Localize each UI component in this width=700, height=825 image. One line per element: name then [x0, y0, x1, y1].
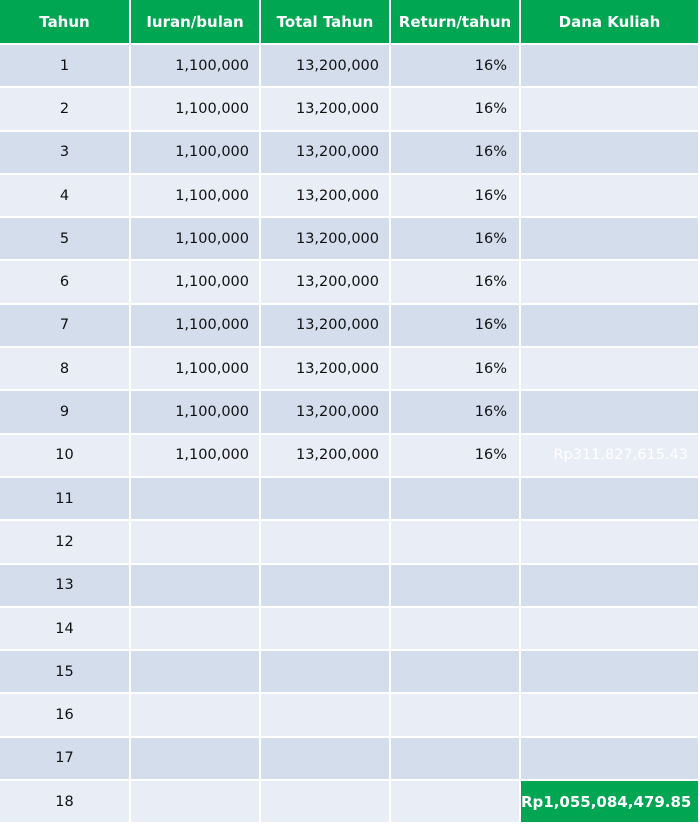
cell-total	[260, 520, 390, 563]
cell-total	[260, 477, 390, 520]
cell-total	[260, 693, 390, 736]
cell-dana	[520, 131, 698, 174]
cell-iuran: 1,100,000	[130, 174, 260, 217]
cell-iuran: 1,100,000	[130, 44, 260, 87]
cell-total: 13,200,000	[260, 260, 390, 303]
cell-iuran	[130, 737, 260, 780]
cell-total	[260, 607, 390, 650]
cell-iuran	[130, 650, 260, 693]
cell-iuran	[130, 564, 260, 607]
cell-dana	[520, 650, 698, 693]
table-row	[0, 737, 698, 780]
cell-dana	[520, 260, 698, 303]
cell-return	[390, 520, 520, 563]
cell-tahun: 18	[0, 780, 130, 823]
cell-return	[390, 607, 520, 650]
table-row	[0, 564, 698, 607]
cell-tahun: 7	[0, 304, 130, 347]
cell-return	[390, 693, 520, 736]
header-tahun: Tahun	[0, 0, 130, 44]
cell-tahun: 2	[0, 87, 130, 130]
cell-iuran: 1,100,000	[130, 434, 260, 477]
table-row	[0, 693, 698, 736]
cell-dana	[520, 390, 698, 433]
cell-total	[260, 780, 390, 823]
table-row	[0, 217, 698, 260]
cell-total: 13,200,000	[260, 44, 390, 87]
cell-dana	[520, 44, 698, 87]
header-return-tahun: Return/tahun	[390, 0, 520, 44]
cell-dana	[520, 607, 698, 650]
table-row	[0, 477, 698, 520]
cell-iuran: 1,100,000	[130, 304, 260, 347]
table-row	[0, 520, 698, 563]
header-total-tahun: Total Tahun	[260, 0, 390, 44]
table-row	[0, 174, 698, 217]
cell-iuran: 1,100,000	[130, 390, 260, 433]
cell-total	[260, 650, 390, 693]
table-row	[0, 131, 698, 174]
cell-iuran	[130, 607, 260, 650]
cell-tahun: 15	[0, 650, 130, 693]
cell-total: 13,200,000	[260, 304, 390, 347]
cell-total: 13,200,000	[260, 131, 390, 174]
cell-tahun: 12	[0, 520, 130, 563]
cell-dana	[520, 477, 698, 520]
cell-dana	[520, 217, 698, 260]
cell-iuran: 1,100,000	[130, 87, 260, 130]
table-row	[0, 434, 698, 477]
cell-tahun: 5	[0, 217, 130, 260]
cell-tahun: 17	[0, 737, 130, 780]
cell-tahun: 14	[0, 607, 130, 650]
cell-dana	[520, 693, 698, 736]
cell-tahun: 8	[0, 347, 130, 390]
cell-return: 16%	[390, 304, 520, 347]
cell-iuran	[130, 477, 260, 520]
cell-dana	[520, 564, 698, 607]
cell-tahun: 3	[0, 131, 130, 174]
cell-return	[390, 737, 520, 780]
cell-iuran: 1,100,000	[130, 217, 260, 260]
cell-total	[260, 564, 390, 607]
cell-return: 16%	[390, 87, 520, 130]
cell-tahun: 1	[0, 44, 130, 87]
cell-return	[390, 780, 520, 823]
cell-tahun: 6	[0, 260, 130, 303]
cell-total: 13,200,000	[260, 87, 390, 130]
cell-tahun: 13	[0, 564, 130, 607]
cell-iuran: 1,100,000	[130, 260, 260, 303]
table-row	[0, 260, 698, 303]
cell-dana-year-10: Rp311,827,615.43	[520, 434, 698, 477]
cell-iuran	[130, 520, 260, 563]
cell-total: 13,200,000	[260, 174, 390, 217]
header-dana-kuliah: Dana Kuliah	[520, 0, 698, 44]
cell-dana	[520, 87, 698, 130]
cell-total: 13,200,000	[260, 434, 390, 477]
cell-dana	[520, 520, 698, 563]
table-row	[0, 650, 698, 693]
table-row	[0, 607, 698, 650]
table-row	[0, 304, 698, 347]
final-fund-total: Rp1,055,084,479.85	[520, 780, 698, 823]
cell-total: 13,200,000	[260, 390, 390, 433]
cell-return: 16%	[390, 260, 520, 303]
cell-return	[390, 564, 520, 607]
cell-return: 16%	[390, 131, 520, 174]
table-row	[0, 347, 698, 390]
cell-return: 16%	[390, 347, 520, 390]
cell-total	[260, 737, 390, 780]
header-iuran-bulan: Iuran/bulan	[130, 0, 260, 44]
table-row	[0, 780, 698, 823]
cell-return: 16%	[390, 217, 520, 260]
cell-tahun: 9	[0, 390, 130, 433]
header-row	[0, 0, 698, 44]
cell-dana	[520, 174, 698, 217]
table-row	[0, 44, 698, 87]
cell-tahun: 11	[0, 477, 130, 520]
cell-return: 16%	[390, 174, 520, 217]
cell-dana	[520, 304, 698, 347]
cell-dana	[520, 737, 698, 780]
cell-return: 16%	[390, 390, 520, 433]
table-row	[0, 87, 698, 130]
table-row	[0, 390, 698, 433]
cell-tahun: 4	[0, 174, 130, 217]
cell-total: 13,200,000	[260, 217, 390, 260]
cell-iuran: 1,100,000	[130, 131, 260, 174]
cell-dana	[520, 347, 698, 390]
cell-total: 13,200,000	[260, 347, 390, 390]
cell-return: 16%	[390, 434, 520, 477]
cell-tahun: 16	[0, 693, 130, 736]
cell-return: 16%	[390, 44, 520, 87]
cell-iuran	[130, 780, 260, 823]
cell-iuran	[130, 693, 260, 736]
cell-return	[390, 650, 520, 693]
cell-iuran: 1,100,000	[130, 347, 260, 390]
cell-tahun: 10	[0, 434, 130, 477]
cell-return	[390, 477, 520, 520]
